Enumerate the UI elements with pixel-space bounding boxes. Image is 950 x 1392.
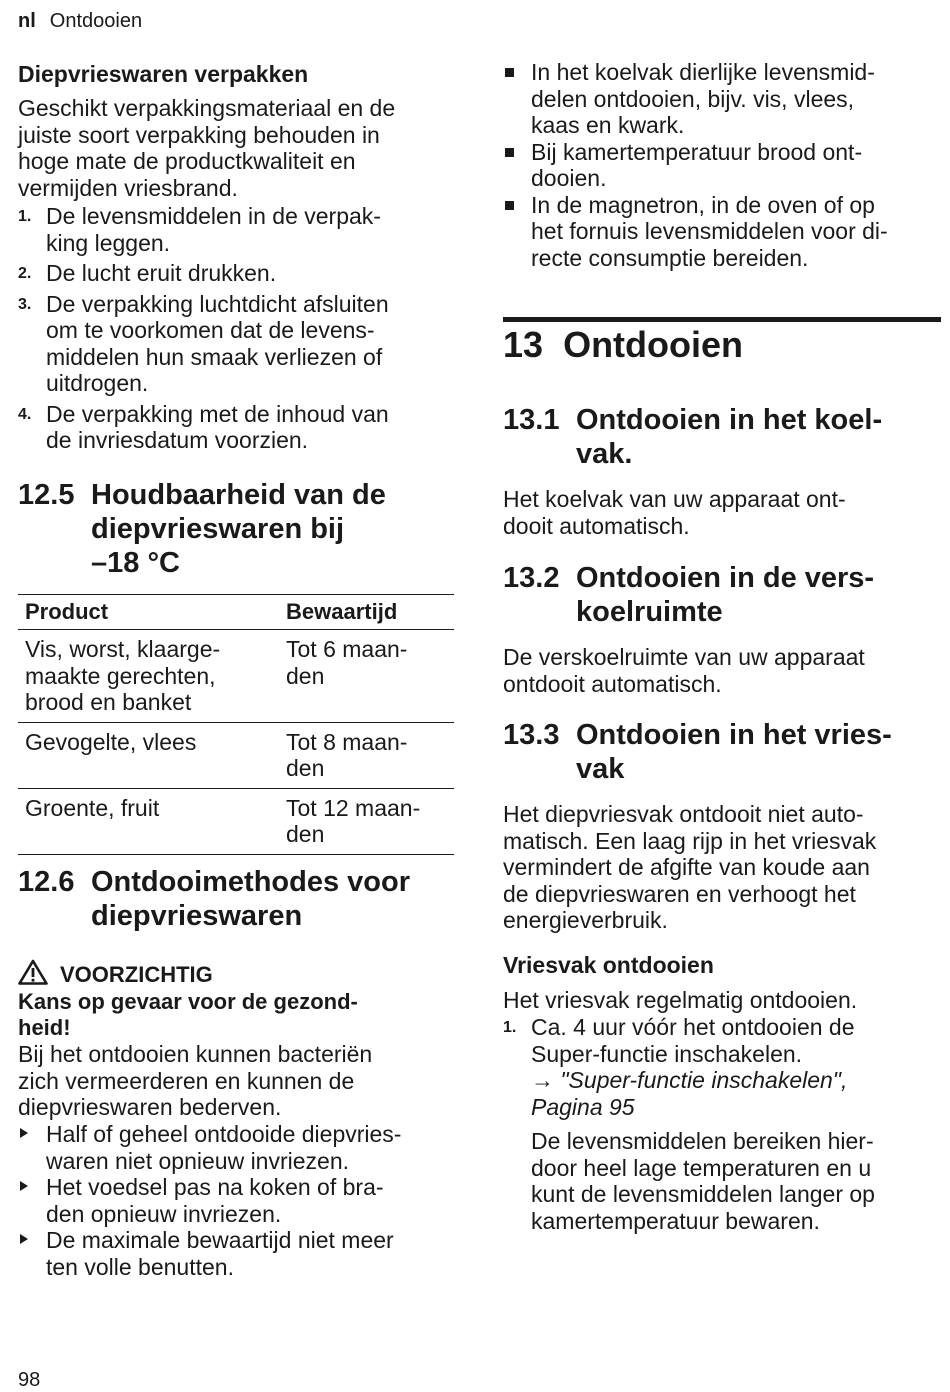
storage-time-cell: Tot 8 maan- den (279, 722, 454, 788)
bullet-triangle-icon (20, 1181, 28, 1191)
column-header-product: Product (18, 595, 279, 630)
storage-time-cell: Tot 6 maan- den (279, 630, 454, 723)
list-item: 1. Ca. 4 uur vóór het ontdooien de Super-functie inschakelen. → "Super-functie inschakelen", Pagina 95 De levensmiddelen bereiken hier- door heel lage temperaturen en u kunt de levensmiddelen langer op kamertemperatuur bewaren. (503, 1014, 941, 1234)
bullet-square-icon (505, 68, 514, 77)
defrost-freezer-steps (503, 1014, 941, 1238)
section-13-3-heading: 13.3 Ontdooien in het vries- vak (503, 719, 892, 785)
page-reference-link[interactable]: → "Super-functie inschakelen", Pagina 95 (531, 1067, 848, 1120)
bullet-triangle-icon (20, 1128, 28, 1138)
section-13-3-body: Het diepvriesvak ontdooit niet auto- matisch. Een laag rijp in het vriesvak vermindert de afgifte van koude aan de diepvrieswaren en verhoogt het energieverbruik. (503, 801, 877, 933)
page-number: 98 (18, 1369, 41, 1391)
section-12-5-heading: 12.5 Houdbaarheid van de diepvrieswaren bij –18 °C (18, 479, 386, 579)
list-item: Half of geheel ontdooide diepvries- waren niet opnieuw invriezen. (18, 1121, 454, 1174)
table-header-row (18, 595, 454, 630)
storage-table (18, 594, 454, 855)
bullet-square-icon (505, 201, 514, 210)
list-item: 1. De levensmiddelen in de verpak- king leggen. (18, 203, 381, 256)
list-item: De maximale bewaartijd niet meer ten volle benutten. (18, 1227, 454, 1280)
packaging-steps (18, 203, 454, 458)
product-cell: Vis, worst, klaarge- maakte gerechten, brood en banket (18, 630, 279, 723)
list-item: 2. De lucht eruit drukken. (18, 260, 277, 286)
chapter-rule (503, 317, 941, 322)
list-item: Bij kamertemperatuur brood ont- dooien. (503, 139, 941, 192)
thaw-method-bullets (503, 59, 941, 271)
bullet-triangle-icon (20, 1234, 28, 1244)
storage-time-cell: Tot 12 maan- den (279, 788, 454, 854)
warning-triangle-icon (18, 959, 48, 985)
product-cell: Gevogelte, vlees (18, 722, 279, 788)
list-item: 4. De verpakking met de inhoud van de invriesdatum voorzien. (18, 400, 389, 453)
arrow-right-icon: → (531, 1067, 554, 1093)
defrost-freezer-heading: Vriesvak ontdooien (503, 952, 714, 978)
table-row (18, 722, 454, 788)
section-13-1-body: Het koelvak van uw apparaat ont- dooit automatisch. (503, 486, 846, 539)
section-13-1-heading: 13.1 Ontdooien in het koel- vak. (503, 404, 883, 470)
warning-label: VOORZICHTIG (18, 959, 454, 988)
section-13-2-heading: 13.2 Ontdooien in de vers- koelruimte (503, 562, 875, 628)
defrost-freezer-intro: Het vriesvak regelmatig ontdooien. (503, 987, 858, 1013)
step-result: De levensmiddelen bereiken hier- door heel lage temperaturen en u kunt de levensmiddelen langer op kamertemperatuur bewaren. (531, 1128, 875, 1234)
section-13-2-body: De verskoelruimte van uw apparaat ontdooit automatisch. (503, 644, 865, 697)
language-code: nl (18, 10, 36, 32)
list-item: In de magnetron, in de oven of op het fornuis levensmiddelen voor di- recte consumptie bereiden. (503, 192, 941, 272)
section-12-6-heading: 12.6 Ontdooimethodes voor diepvrieswaren (18, 866, 410, 932)
warning-bullets (18, 1121, 454, 1280)
table-row (18, 788, 454, 854)
list-item: In het koelvak dierlijke levensmid- delen ontdooien, bijv. vis, vlees, kaas en kwark. (503, 59, 941, 139)
list-item: 3. De verpakking luchtdicht afsluiten om te voorkomen dat de levens- middelen hun smaak verliezen of uitdrogen. (18, 290, 389, 396)
warning-text: Bij het ontdooien kunnen bacteriën zich vermeerderen en kunnen de diepvrieswaren bederven. (18, 1041, 373, 1120)
product-cell: Groente, fruit (18, 788, 279, 854)
list-item: Het voedsel pas na koken of bra- den opnieuw invriezen. (18, 1174, 454, 1227)
bullet-square-icon (505, 148, 514, 157)
page-header (18, 8, 142, 34)
chapter-13-heading: 13 Ontdooien (503, 324, 744, 365)
table-row (18, 630, 454, 723)
chapter-name: Ontdooien (49, 10, 143, 32)
packaging-intro: Geschikt verpakkingsmateriaal en de juiste soort verpakking behouden in hoge mate de productkwaliteit en vermijden vriesbrand. (18, 95, 396, 201)
warning-title: Kans op gevaar voor de gezond- heid! (18, 989, 358, 1040)
column-header-storage-time: Bewaartijd (279, 595, 454, 630)
packaging-heading: Diepvrieswaren verpakken (18, 61, 309, 87)
